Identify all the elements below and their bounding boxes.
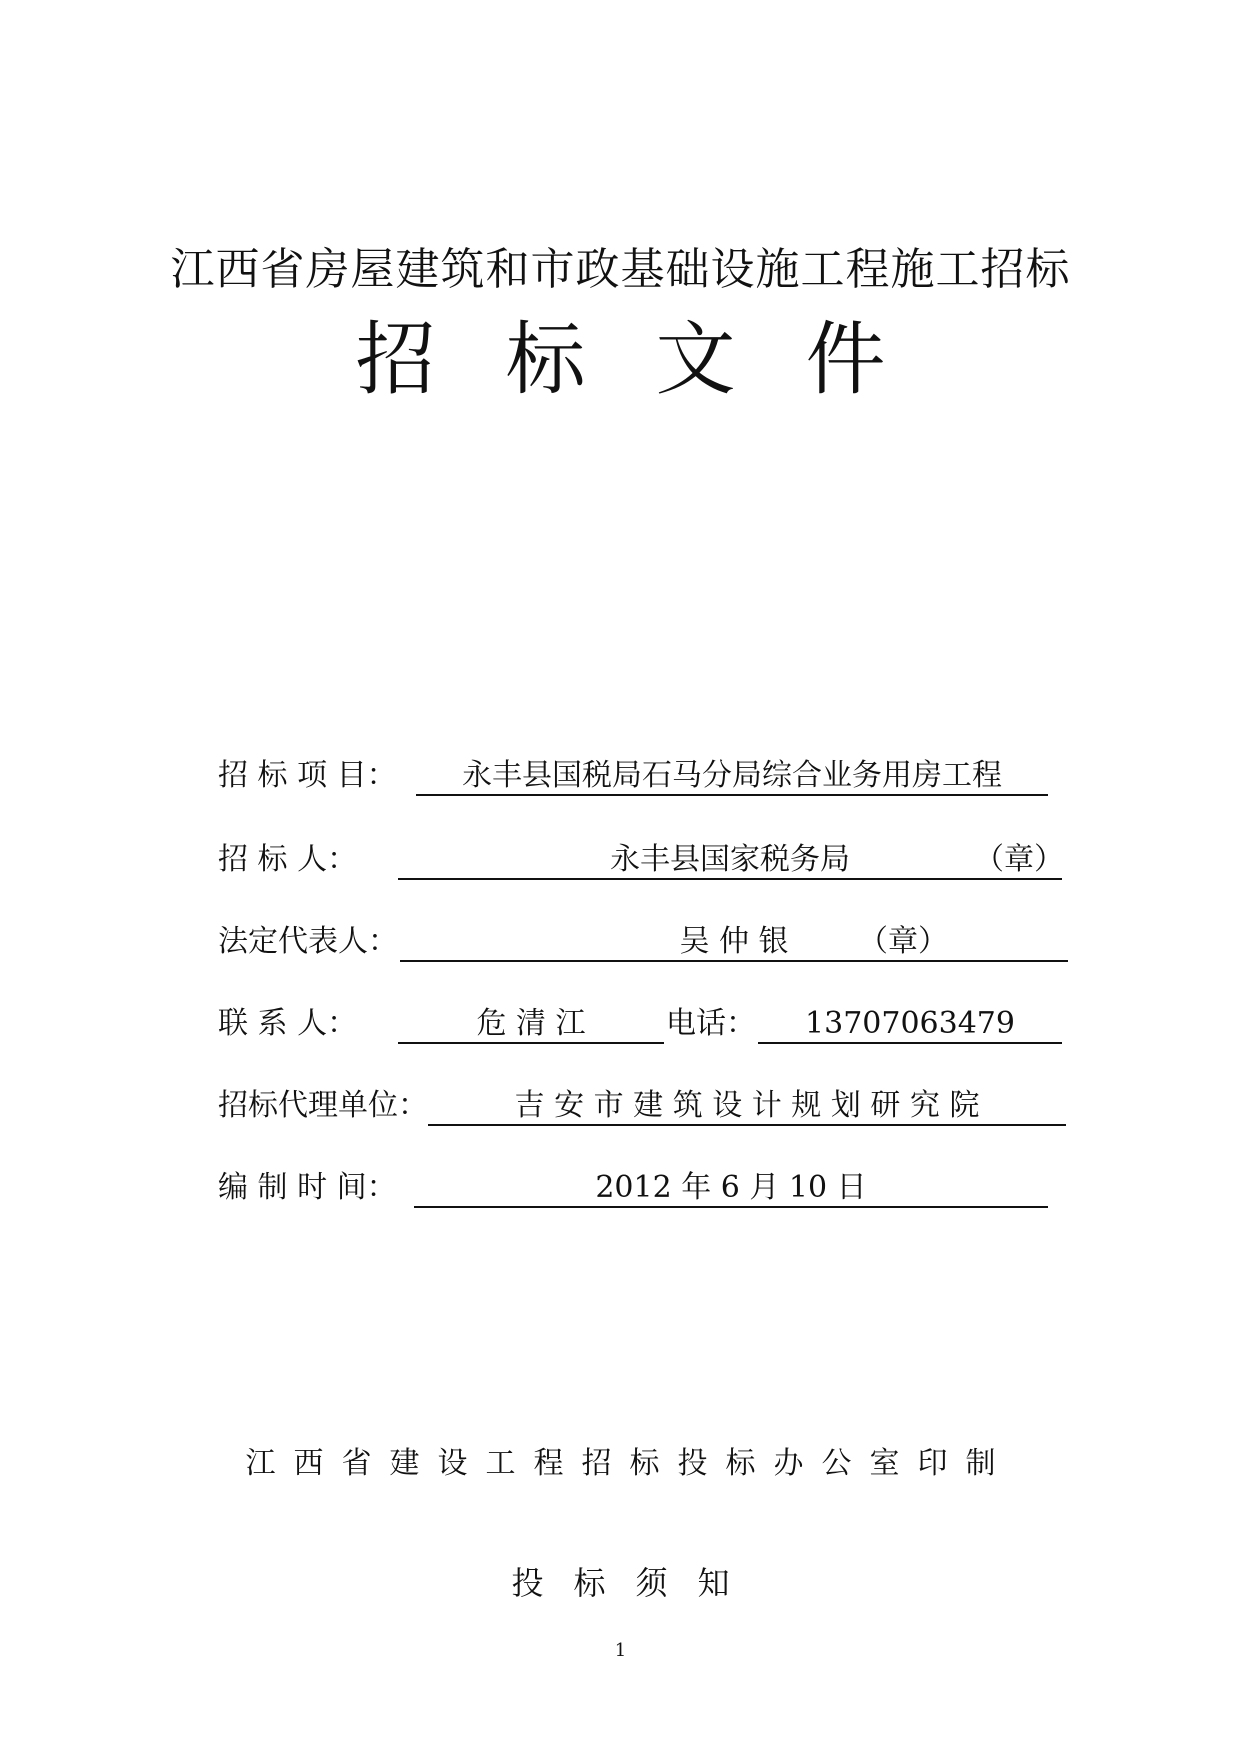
- field-project: [218, 756, 1048, 796]
- document-subtitle: 招标文件: [355, 313, 956, 406]
- field-tenderer: [218, 840, 1062, 880]
- field-project-label: 招 标 项 目：: [218, 758, 397, 793]
- section-heading: 投标须知: [511, 1564, 760, 1602]
- field-tenderer-value: 永丰县国家税务局: [610, 842, 850, 877]
- field-date-value: 2012 年 6 月 10 日: [414, 1168, 1048, 1208]
- field-project-value: 永丰县国税局石马分局综合业务用房工程: [416, 756, 1048, 796]
- field-tenderer-value-line: [398, 840, 1062, 880]
- field-contact: [218, 1004, 1062, 1044]
- field-tenderer-label: 招 标 人：: [218, 842, 358, 877]
- document-title: 江西省房屋建筑和市政基础设施工程施工招标: [170, 244, 1071, 295]
- field-legal-rep: [218, 922, 1068, 962]
- field-legal-rep-value: 吴 仲 银: [679, 924, 789, 959]
- field-contact-label: 联 系 人：: [218, 1006, 358, 1041]
- issuing-office: 江西省建设工程招标投标办公室印制: [245, 1446, 1014, 1481]
- field-phone-value: 13707063479: [758, 1004, 1062, 1044]
- field-agency: [218, 1086, 1066, 1126]
- field-tenderer-seal: （章）: [974, 842, 1064, 877]
- field-legal-rep-label: 法定代表人：: [218, 924, 398, 959]
- field-agency-value: 吉 安 市 建 筑 设 计 规 划 研 究 院: [428, 1086, 1066, 1126]
- field-legal-rep-seal: （章）: [858, 924, 948, 959]
- field-agency-label: 招标代理单位：: [218, 1088, 428, 1123]
- field-date-label: 编 制 时 间：: [218, 1170, 397, 1205]
- field-phone-label: 电话：: [666, 1006, 756, 1041]
- field-legal-rep-value-line: [400, 922, 1068, 962]
- field-contact-value: 危 清 江: [398, 1004, 664, 1044]
- page-number: 1: [614, 1640, 627, 1661]
- field-date: [218, 1168, 1048, 1208]
